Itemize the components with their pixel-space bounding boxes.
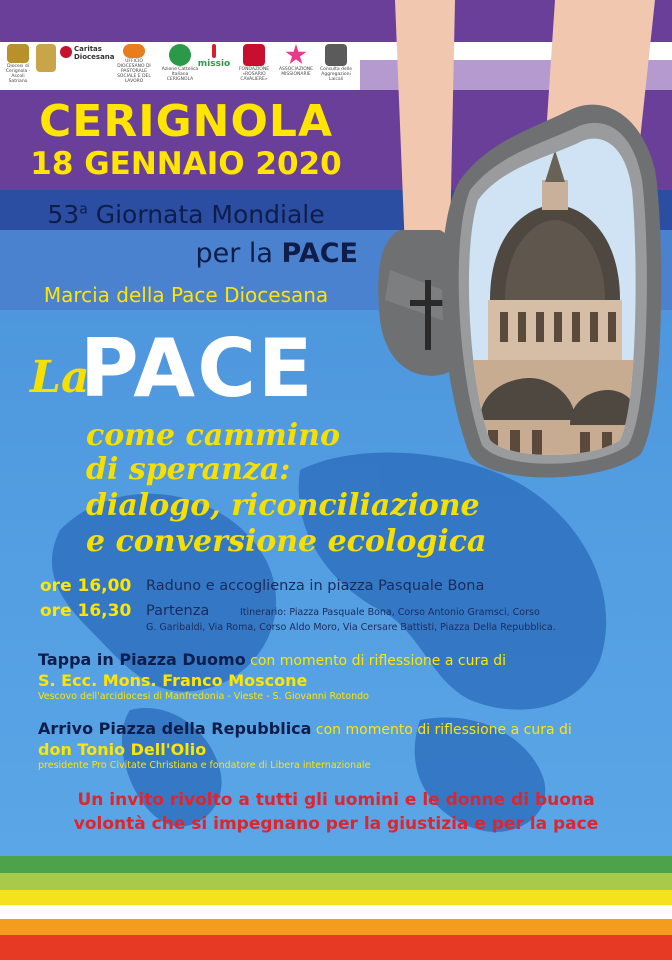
edition-line — [0, 200, 372, 229]
missio-icon — [212, 44, 216, 58]
stop-2-person: don Tonio Dell'Olio — [38, 740, 207, 759]
invitation-line-1: Un invito rivolto a tutti gli uomini e le donne di buona — [77, 790, 595, 810]
theme-line-4: e conversione ecologica — [86, 524, 487, 559]
walking-feet-illustration — [370, 0, 672, 480]
invitation-line-2: volontà che si impegnano per la giustizia e per la pace — [73, 814, 599, 834]
stripe-red — [0, 935, 672, 960]
city-title: CERIGNOLA — [38, 96, 334, 147]
logo-consulta: Consulta delle Aggregazioni Laicali — [316, 44, 356, 84]
stripe-green — [0, 856, 672, 873]
logo-fondazione: FONDAZIONE «ROSARIO CAVALIERE» — [234, 44, 274, 84]
stop-1-title: Tappa in Piazza Duomo — [38, 650, 246, 669]
logo-associazione: ASSOCIAZIONE MISSIONARIE — [276, 44, 316, 84]
stripe-orange — [0, 919, 672, 935]
schedule-text-2: Partenza — [146, 603, 210, 619]
pace-bold-word: PACE — [281, 238, 358, 269]
itinerary-line-1: Itinerario: Piazza Pasquale Bona, Corso Antonio Gramsci, Corso — [240, 607, 540, 618]
stop-2-title: Arrivo Piazza della Repubblica — [38, 719, 312, 738]
diocese-crest-icon — [7, 44, 29, 63]
logo-ufficio: UFFICIO DIOCESANO DI PASTORALE SOCIALE E DEL LAVORO — [112, 44, 156, 84]
stop-1-heading — [38, 650, 506, 669]
consulta-icon — [325, 44, 347, 66]
emblem-icon — [36, 44, 56, 72]
edition-rest: Giornata Mondiale — [87, 200, 325, 229]
event-date: 18 GENNAIO 2020 — [30, 146, 342, 182]
per-la-text: per la — [195, 238, 282, 269]
stripe-lightgreen — [0, 873, 672, 890]
theme-line-1: come cammino — [86, 418, 340, 453]
for-peace-line — [0, 238, 358, 269]
azione-cattolica-icon — [169, 44, 191, 66]
theme-pace: PACE — [80, 322, 315, 415]
stop-1-moment: con momento di riflessione a cura di — [245, 653, 507, 669]
fondazione-icon — [243, 44, 265, 66]
logo-azione-cattolica: Azione Cattolica Italiana CERIGNOLA — [160, 44, 200, 84]
march-subtitle: Marcia della Pace Diocesana — [43, 283, 329, 307]
stripe-yellow — [0, 890, 672, 905]
stripe-white — [0, 905, 672, 919]
schedule-time-2: ore 16,30 — [40, 601, 132, 621]
theme-line-3: dialogo, riconciliazione — [86, 488, 480, 523]
caritas-cross-icon — [60, 46, 72, 58]
itinerary-line-2: G. Garibaldi, Via Roma, Corso Aldo Moro, Via Cersare Battisti, Piazza Della Repubblica. — [146, 622, 556, 633]
star-icon — [285, 44, 307, 66]
edition-number: 53 — [47, 200, 80, 229]
stop-1-role: Vescovo dell'arcidiocesi di Manfredonia - Vieste - S. Giovanni Rotondo — [38, 691, 369, 702]
logo-caritas: Caritas Diocesana — [60, 44, 104, 84]
theme-line-2: di speranza: — [86, 452, 291, 487]
stop-1-person: S. Ecc. Mons. Franco Moscone — [38, 671, 308, 690]
stop-2-heading — [38, 719, 572, 738]
stop-2-moment: con momento di riflessione a cura di — [311, 722, 572, 738]
edition-suffix: a — [79, 201, 88, 218]
stop-2-role: presidente Pro Civitate Christiana e fondatore di Libera internazionale — [38, 760, 371, 771]
ufficio-symbol-icon — [123, 44, 145, 58]
logo-missio: missio — [196, 44, 232, 84]
theme-la: La — [30, 352, 90, 403]
schedule-text-1: Raduno e accoglienza in piazza Pasquale Bona — [146, 578, 485, 594]
schedule-time-1: ore 16,00 — [40, 576, 132, 596]
logo-diocesi: Diocesi di Cerignola · Ascoli Satriano — [4, 44, 32, 84]
logo-emblem — [34, 44, 58, 84]
